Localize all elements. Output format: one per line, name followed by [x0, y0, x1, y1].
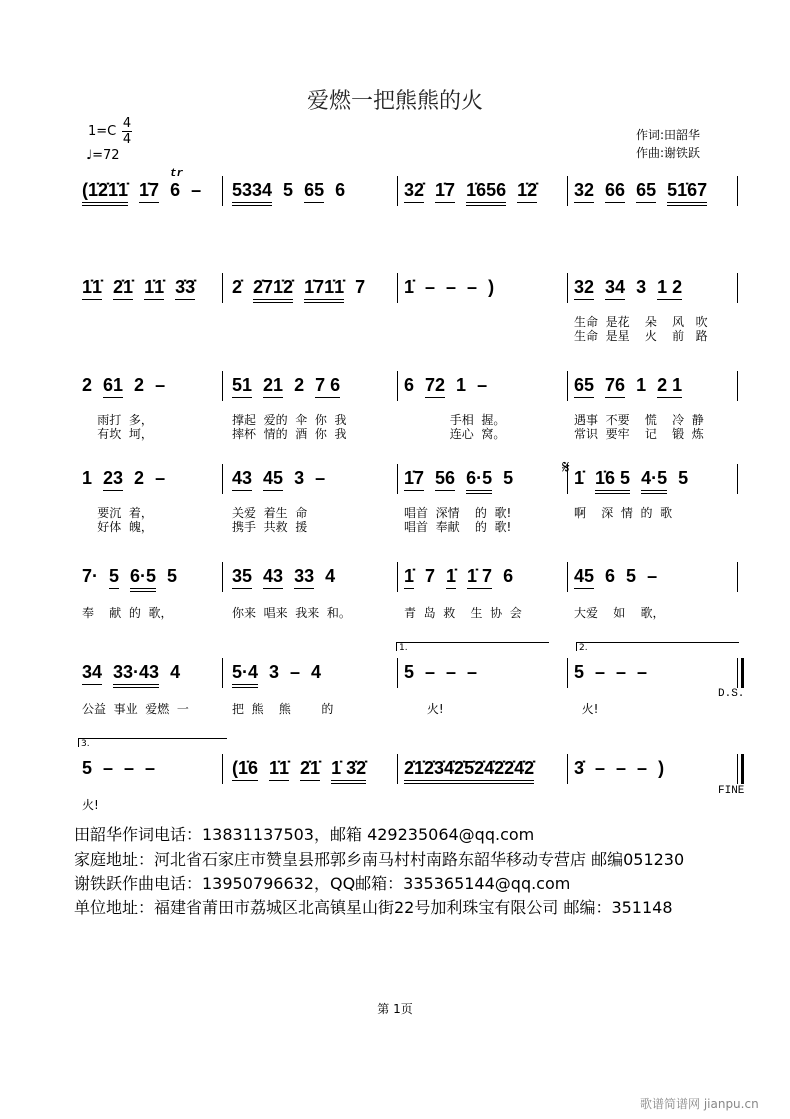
measure [574, 375, 682, 401]
measure [404, 277, 494, 303]
note-group: 1̇ [446, 566, 456, 589]
lyric: 火! [82, 798, 99, 812]
note-group: 5·4 [232, 662, 258, 688]
note-group: (1̇6 [232, 758, 258, 781]
note-group: 4 [325, 566, 336, 586]
note-group: 34 [82, 662, 102, 685]
note-group: 5 [503, 468, 514, 488]
lyric: 唱首 奉献 的 歌! [404, 520, 512, 534]
measure [574, 758, 664, 784]
measure [232, 468, 325, 494]
barline [222, 176, 223, 206]
lyric: 大爱 如 歌， [574, 606, 665, 620]
contact-line: 家庭地址：河北省石家庄市赞皇县邢郭乡南马村村南路东韶华移动专营店 邮编051230 [74, 850, 685, 869]
note-group: – [155, 468, 166, 488]
barline [397, 658, 398, 688]
lyric: 好体 魄， [82, 520, 153, 534]
lyric: 唱首 深情 的 歌! [404, 506, 512, 520]
note-group: 5 [574, 662, 585, 682]
page-number: 第 1页 [377, 1002, 413, 1016]
barline [397, 562, 398, 592]
note-group: 2 1 [657, 375, 682, 398]
barline [737, 464, 738, 494]
barline [222, 754, 223, 784]
note-group: 33·43 [113, 662, 159, 688]
note-group: 5 [283, 180, 294, 200]
lyric: 有坎 坷， [82, 427, 153, 441]
note-group: 7· [82, 566, 99, 586]
song-title: 爱燃一把熊熊的火 [306, 89, 483, 114]
measure [404, 468, 513, 494]
barline [222, 273, 223, 303]
note-group: 43 [263, 566, 283, 589]
lyric: 要沉 着， [82, 506, 153, 520]
note-group: 4 [170, 662, 181, 682]
note-group: – [191, 180, 202, 200]
score-row [0, 277, 790, 343]
note-group: ) [488, 277, 495, 297]
note-group: 65 [304, 180, 324, 203]
note-group: 6 [404, 375, 415, 395]
barline [222, 658, 223, 688]
lyric: 连心 窝。 [404, 427, 506, 441]
note-group: 1̇1̇ [144, 277, 164, 300]
note-group: 6 [605, 566, 616, 586]
note-group: 2 [82, 375, 93, 395]
trill-mark: tr [170, 168, 184, 180]
measure [232, 662, 321, 688]
barline [567, 754, 568, 784]
note-group: 1̇ 3̇2̇ [331, 758, 366, 784]
note-group: – [155, 375, 166, 395]
note-group: 72 [425, 375, 445, 398]
time-signature [122, 116, 132, 147]
note-group: 1̇2̇ [517, 180, 537, 203]
key-signature: 1=C [88, 124, 117, 139]
time-top: 4 [122, 116, 132, 131]
note-group: 2̇1̇ [113, 277, 133, 300]
volta-3: 3. [78, 738, 227, 747]
note-group: 1̇6 5 [595, 468, 630, 494]
measure [574, 277, 682, 303]
fine-mark: FINE [718, 785, 745, 797]
note-group: 7 [355, 277, 366, 297]
measure [82, 468, 165, 494]
lyric: 啊 深 情 的 歌 [574, 506, 673, 520]
note-group: 4 [311, 662, 322, 682]
measure [404, 566, 513, 592]
barline [222, 562, 223, 592]
barline [737, 371, 738, 401]
barline [737, 658, 744, 688]
lyric: 携手 共救 援 [232, 520, 308, 534]
note-group: 76 [605, 375, 625, 398]
note-group: 66 [605, 180, 625, 203]
contact-line: 单位地址：福建省莆田市荔城区北高镇星山街22号加利珠宝有限公司 邮编：351148 [74, 898, 673, 917]
composer: 作曲:谢铁跃 [636, 146, 701, 160]
barline [567, 658, 568, 688]
note-group: – [124, 758, 135, 778]
lyric: 你来 唱来 我来 和。 [232, 606, 351, 620]
note-group: 3 [269, 662, 280, 682]
lyric: 奉 献 的 歌， [82, 606, 173, 620]
note-group: – [637, 662, 648, 682]
note-group: – [616, 662, 627, 682]
note-group: 6 [335, 180, 346, 200]
note-group: 3 [294, 468, 305, 488]
note-group: (1̇2̇1̇1̇ [82, 180, 128, 206]
note-group: 61 [103, 375, 123, 398]
note-group: 2̇1̇2̇3̇4̇2̇5̇2̇4̇2̇2̇4̇2̇ [404, 758, 534, 784]
note-group: 56 [435, 468, 455, 491]
note-group: 5 [404, 662, 415, 682]
note-group: 3 [636, 277, 647, 297]
quarter-note-icon: ♩ [86, 148, 93, 163]
note-group: 3̇3̇ [175, 277, 195, 300]
note-group: – [145, 758, 156, 778]
note-group: – [595, 662, 606, 682]
note-group: 1̇71̇1̇ [304, 277, 344, 303]
measure [82, 180, 201, 206]
note-group: 1̇7 [435, 180, 455, 203]
lyric: 生命 是花 朵 风 吹 [574, 315, 708, 329]
measure [232, 566, 335, 592]
volta-2: 2. [576, 642, 739, 651]
barline [222, 464, 223, 494]
measure [82, 758, 155, 784]
measure [404, 180, 537, 206]
lyric: 摔杯 情的 酒 你 我 [232, 427, 347, 441]
barline [397, 754, 398, 784]
measure [574, 180, 707, 206]
note-group: 2̇71̇2̇ [253, 277, 293, 303]
lyric: 撑起 爱的 伞 你 我 [232, 413, 347, 427]
measure [232, 375, 340, 401]
note-group: – [477, 375, 488, 395]
note-group: ) [658, 758, 665, 778]
lyric: 生命 是星 火 前 路 [574, 329, 708, 343]
note-group: 1 2 [657, 277, 682, 300]
note-group: – [637, 758, 648, 778]
note-group: 7 [425, 566, 436, 586]
lyric: 常识 要牢 记 锻 炼 [574, 427, 704, 441]
score-row [0, 758, 790, 812]
note-group: 5 [678, 468, 689, 488]
note-group: 32 [574, 180, 594, 203]
measure [404, 758, 534, 784]
contact-line: 田韶华作词电话：13831137503，邮箱 429235064@qq.com [74, 825, 535, 844]
note-group: – [595, 758, 606, 778]
note-group: 2̇1̇ [300, 758, 320, 781]
barline [567, 273, 568, 303]
note-group: 23 [103, 468, 123, 491]
note-group: – [315, 468, 326, 488]
note-group: 1̇656 [466, 180, 506, 206]
barline [737, 754, 744, 784]
barline [567, 176, 568, 206]
score-row [0, 375, 790, 441]
barline [397, 464, 398, 494]
barline [397, 176, 398, 206]
note-group: 1̇ [404, 566, 414, 589]
measure [232, 277, 365, 303]
barline [397, 371, 398, 401]
measure [574, 468, 688, 494]
note-group: 4·5 [641, 468, 667, 494]
segno-icon: 𝄋 [562, 459, 570, 479]
note-group: – [425, 662, 436, 682]
note-group: 51̇67 [667, 180, 707, 206]
note-group: 65 [636, 180, 656, 203]
note-group: 6 [170, 180, 181, 200]
note-group: 2 [294, 375, 305, 395]
tempo-value: =72 [92, 148, 120, 163]
note-group: 1̇7 [139, 180, 159, 203]
note-group: – [467, 662, 478, 682]
barline [737, 176, 738, 206]
measure [232, 758, 366, 784]
note-group: 1̇1̇ [82, 277, 102, 300]
note-group: 32̇ [404, 180, 424, 203]
credits [636, 126, 700, 162]
note-group: – [446, 662, 457, 682]
measure [82, 277, 195, 303]
note-group: 1̇7 [404, 468, 424, 491]
note-group: 45 [263, 468, 283, 491]
time-bottom: 4 [122, 132, 132, 147]
note-group: 35 [232, 566, 252, 589]
note-group: 1 [82, 468, 93, 488]
lyric: 青 岛 救 生 协 会 [404, 606, 522, 620]
note-group: 6·5 [466, 468, 492, 494]
barline [397, 273, 398, 303]
measure [82, 566, 177, 592]
note-group: 32 [574, 277, 594, 300]
note-group: – [425, 277, 436, 297]
note-group: 65 [574, 375, 594, 398]
tempo-marking [86, 148, 120, 163]
note-group: 6 [503, 566, 514, 586]
note-group: 2̇ [232, 277, 243, 297]
contact-line: 谢铁跃作曲电话：13950796632，QQ邮箱：335365144@qq.com [74, 874, 571, 893]
note-group: 5 [82, 758, 93, 778]
barline [737, 562, 738, 592]
note-group: 51 [232, 375, 252, 398]
note-group: 5 [626, 566, 637, 586]
barline [222, 371, 223, 401]
note-group: 5 [167, 566, 178, 586]
measure [232, 180, 345, 206]
note-group: – [446, 277, 457, 297]
lyric: 雨打 多， [82, 413, 153, 427]
lyric: 火! [574, 702, 599, 716]
measure [404, 662, 477, 688]
note-group: 43 [232, 468, 252, 491]
lyric: 把 熊 熊 的 [232, 702, 334, 716]
note-group: 1̇1̇ [269, 758, 289, 781]
note-group: 3̇ [574, 758, 585, 778]
note-group: 2 [134, 375, 145, 395]
note-group: 7 6 [315, 375, 340, 398]
lyric: 火! [404, 702, 444, 716]
note-group: – [290, 662, 301, 682]
measure [82, 375, 165, 401]
barline [737, 273, 738, 303]
ds-mark: D.S. [718, 688, 745, 700]
barline [567, 371, 568, 401]
note-group: 33 [294, 566, 314, 589]
note-group: 6·5 [130, 566, 156, 592]
lyric: 手相 握。 [404, 413, 506, 427]
note-group: – [103, 758, 114, 778]
note-group: 1̇ [404, 277, 415, 297]
note-group: 1̇ 7 [467, 566, 492, 589]
watermark: 歌谱简谱网 jianpu.cn [640, 1097, 759, 1111]
note-group: 1 [456, 375, 467, 395]
measure [574, 662, 647, 688]
score-row [0, 566, 790, 620]
score-row [0, 180, 790, 230]
score-row [0, 662, 790, 716]
note-group: 1̇ [574, 468, 585, 488]
measure [82, 662, 180, 688]
note-group: 5334 [232, 180, 272, 206]
note-group: 2 [134, 468, 145, 488]
lyric: 关爱 着生 命 [232, 506, 308, 520]
measure [404, 375, 487, 401]
measure [574, 566, 657, 592]
note-group: – [647, 566, 658, 586]
lyricist: 作词:田韶华 [636, 128, 701, 142]
note-group: 1 [636, 375, 647, 395]
note-group: 34 [605, 277, 625, 300]
lyric: 公益 事业 爱燃 一 [82, 702, 189, 716]
volta-1: 1. [396, 642, 549, 651]
note-group: 5 [109, 566, 119, 589]
note-group: 21 [263, 375, 283, 398]
score-row [0, 468, 790, 534]
note-group: – [467, 277, 478, 297]
note-group: – [616, 758, 627, 778]
barline [567, 562, 568, 592]
note-group: 45 [574, 566, 594, 589]
lyric: 遇事 不要 慌 冷 静 [574, 413, 704, 427]
